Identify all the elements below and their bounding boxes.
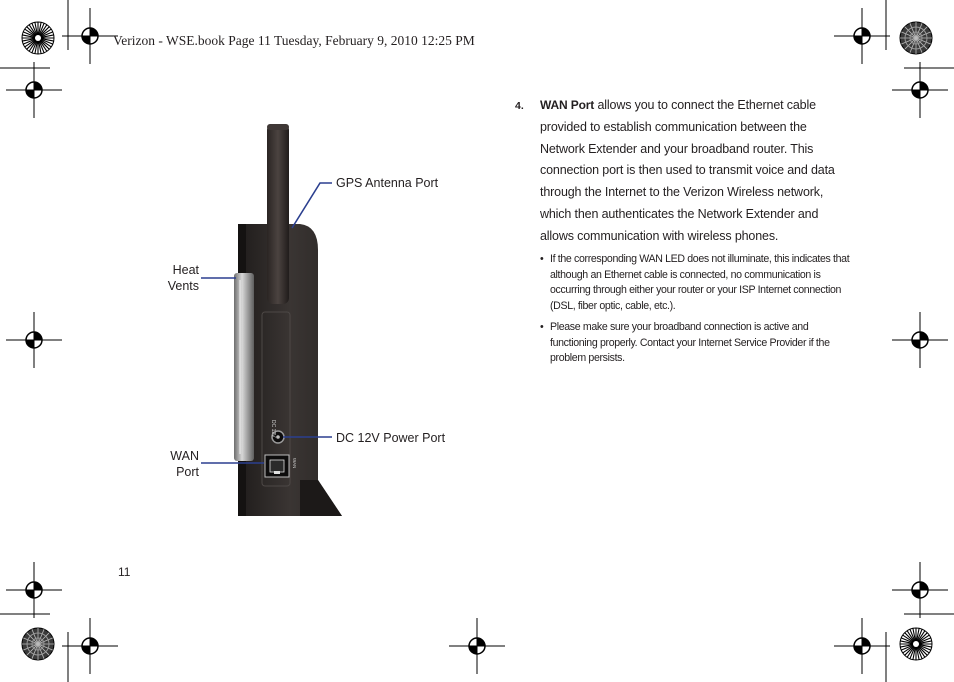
book-header-slug: Verizon - WSE.book Page 11 Tuesday, February 9, 2010 12:25 PM: [113, 33, 475, 48]
page-number: 11: [118, 565, 131, 579]
power-port-label: DC 12V: [270, 420, 276, 438]
bullet-symbol: •: [540, 253, 544, 265]
dc-power-port-label: DC 12V Power Port: [336, 431, 446, 445]
bullet-text: If the corresponding WAN LED does not illuminate, this indicates that although an Ethernet cable is connected, no communication is occurring through either your router or your ISP Internet connection (DSL, fiber optic, cable, etc.).: [550, 253, 850, 312]
step-title: WAN Port: [540, 98, 595, 112]
wan-port-label: [140, 448, 199, 480]
wan-port-small-label: WAN: [292, 458, 297, 469]
gps-antenna: [267, 124, 289, 304]
step-text: allows you to connect the Ethernet cable provided to establish communication between the Network Extender and your broadband router. This connection port is then used to transmit voice and data through the Internet to the Verizon Wireless network, which then authenticates the Network Extender and allows communication with wireless phones.: [540, 98, 835, 243]
gps-antenna-port-label: GPS Antenna Port: [336, 176, 439, 190]
step-number: 4.: [515, 100, 524, 112]
heat-vents: [234, 273, 254, 461]
bullet-item: [540, 320, 850, 367]
heat-vents-line-1: Heat: [172, 263, 199, 277]
heat-vents-line-2: Vents: [167, 279, 199, 293]
step-paragraph: [540, 95, 852, 248]
heat-vents-label: [140, 262, 199, 294]
device-stand: [300, 480, 342, 516]
gps-antenna-callout-line: [292, 183, 332, 228]
wan-port-line-2: Port: [176, 465, 199, 479]
wan-port-line-1: WAN: [170, 449, 199, 463]
bullet-item: [540, 252, 850, 314]
bullet-symbol: •: [540, 321, 544, 333]
bullet-text: Please make sure your broadband connection is active and functioning properly. Contact your Internet Service Provider if the problem persists.: [550, 321, 830, 365]
